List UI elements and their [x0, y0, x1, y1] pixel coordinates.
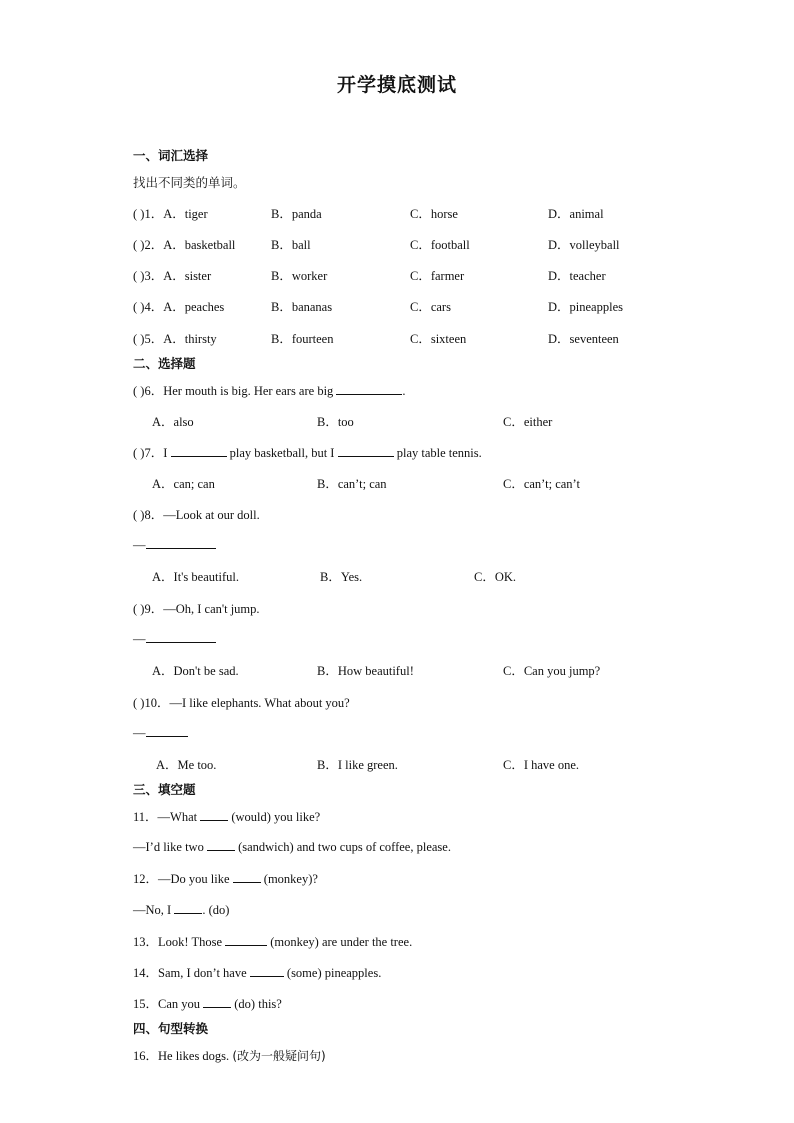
answer-blank [146, 536, 216, 549]
answer-blank [200, 808, 228, 821]
mc-q10-option-c: C．I have one. [503, 758, 580, 772]
mc-q7-option-a: A．can; can [152, 477, 215, 491]
section-heading-mc: 二、选择题 [133, 356, 196, 371]
answer-blank [203, 995, 231, 1008]
fill-question-15: 15．Can you (do) this? [133, 997, 282, 1011]
mc-q7-option-c: C．can’t; can’t [503, 477, 580, 491]
section-instruction: 找出不同类的单词。 [133, 175, 246, 190]
answer-blank [250, 964, 284, 977]
mc-question-6: ( )6．Her mouth is big. Her ears are big . [133, 384, 406, 398]
section-heading-vocab: 一、词汇选择 [133, 148, 209, 163]
answer-blank [174, 901, 202, 914]
answer-blank [225, 933, 267, 946]
mc-q10-option-a: A．Me too. [156, 758, 217, 772]
mc-q9-option-a: A．Don't be sad. [152, 664, 239, 678]
fill-question-14: 14．Sam, I don’t have (some) pineapples. [133, 966, 382, 980]
fill-question-11b: —I’d like two (sandwich) and two cups of coffee, please. [133, 840, 451, 854]
mc-question-9: ( )9．—Oh, I can't jump. [133, 602, 260, 616]
worksheet-page: 开学摸底测试 一、词汇选择 找出不同类的单词。 ( )1．A．tiger B．panda C．horse D．animal ( )2．A．basketball B．ball C．football D．volleyball ( )3．A．sister B．worker C．farmer D．teacher ( )4．A．peaches B．bananas C．cars D．pineapples ( )5．A．thirsty B．fourteen C．sixteen D．seventeen 二、选择题 ( )6．Her mouth is big. Her ears are big . A．also B．too C．either ( )7．I play basketball, but I play table tennis. A．can; can B．can’t; can C．can’t; can’t ( )8．—Look at our doll. — A．It's beautiful. B．Yes. C．OK. ( )9．—Oh, I can't jump. — A．Don't be sad. B．How beautiful! C．Can you jump? ( )10．—I like elephants. What about you? — A．Me too. B．I like green. C．I have one. 三、填空题 11．—What (would) you like? —I’d like two (sandwich) and two cups of coffee, please. 12．—Do you like (monkey)? —No, I . (do) 13．Look! Those (monkey) are under the tree. 14．Sam, I don’t have (some) pineapples. 15．Can you (do) this? 四、句型转换 16．He likes dogs. (改为一般疑问句) [0, 0, 794, 1123]
mc-q7-option-b: B．can’t; can [317, 477, 387, 491]
answer-blank [336, 382, 402, 395]
mc-q9-option-c: C．Can you jump? [503, 664, 601, 678]
mc-q8-option-a: A．It's beautiful. [152, 570, 239, 584]
answer-blank [146, 724, 188, 737]
mc-q9-option-b: B．How beautiful! [317, 664, 414, 678]
answer-blank [207, 838, 235, 851]
response-line: — [133, 724, 188, 741]
mc-question-8: ( )8．—Look at our doll. [133, 508, 260, 522]
answer-blank [233, 870, 261, 883]
mc-q8-option-c: C．OK. [474, 570, 517, 584]
section-heading-fill: 三、填空题 [133, 782, 196, 797]
fill-question-12a: 12．—Do you like (monkey)? [133, 872, 318, 886]
mc-q10-option-b: B．I like green. [317, 758, 398, 772]
fill-question-13: 13．Look! Those (monkey) are under the tree. [133, 935, 413, 949]
mc-q6-option-b: B．too [317, 415, 354, 429]
mc-question-10: ( )10．—I like elephants. What about you? [133, 696, 350, 710]
answer-blank [146, 630, 216, 643]
mc-q8-option-b: B．Yes. [320, 570, 363, 584]
answer-blank [338, 444, 394, 457]
section-heading-transform: 四、句型转换 [133, 1021, 209, 1036]
mc-q6-option-c: C．either [503, 415, 553, 429]
response-line: — [133, 630, 216, 647]
page-title: 开学摸底测试 [336, 74, 457, 96]
fill-question-12b: —No, I . (do) [133, 903, 230, 917]
answer-blank [171, 444, 227, 457]
response-line: — [133, 536, 216, 553]
transform-question-16: 16．He likes dogs. (改为一般疑问句) [133, 1049, 326, 1063]
mc-q6-option-a: A．also [152, 415, 194, 429]
fill-question-11a: 11．—What (would) you like? [133, 810, 321, 824]
mc-question-7: ( )7．I play basketball, but I play table tennis. [133, 446, 482, 460]
